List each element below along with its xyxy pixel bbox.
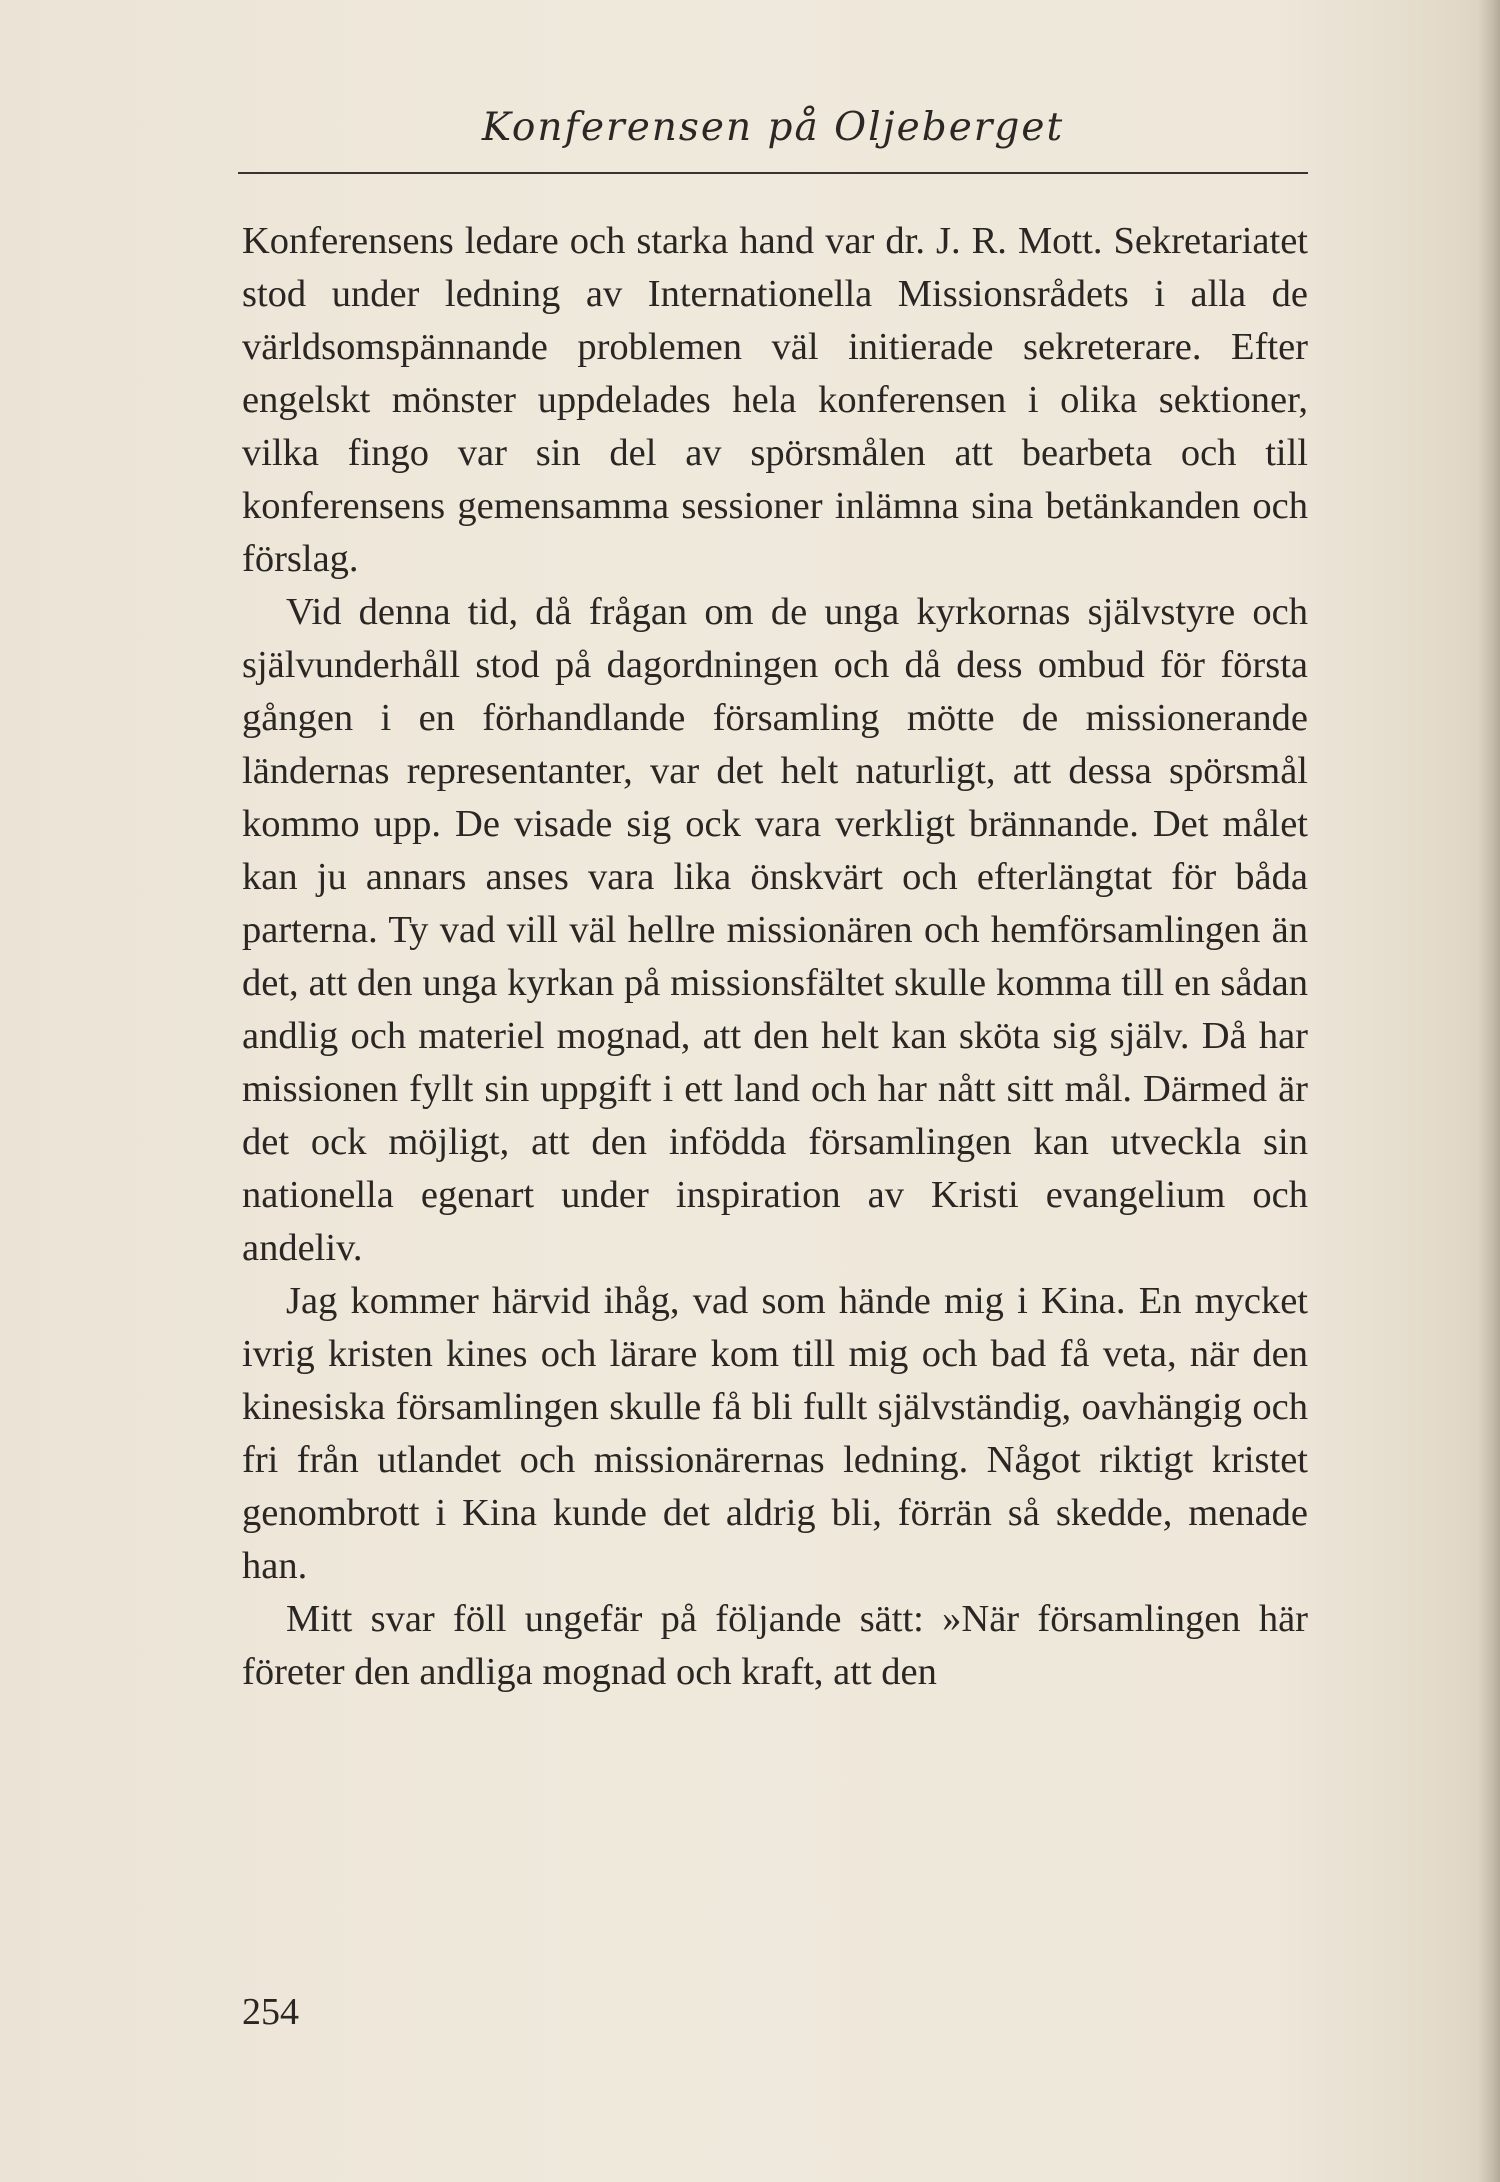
paragraph-4: Mitt svar föll ungefär på följande sätt: »När församlingen här företer den andliga mognad och kraft, att den bbox=[242, 1598, 1308, 1693]
paragraph-3: Jag kommer härvid ihåg, vad som hände mig i Kina. En mycket ivrig kristen kines och lärare kom till mig och bad få veta, när den kinesiska församlingen skulle få bli fullt självständig, oavhängig och fri från utlandet och missionärernas ledning. Något riktigt kristet genombrott i Kina kunde det aldrig bli, förrän så skedde, menade han. bbox=[242, 1280, 1308, 1587]
paragraph-1: Konferensens ledare och starka hand var dr. J. R. Mott. Sekretariatet stod under ledning av Internationella Missionsrådets i alla de världsomspännande problemen väl initierade sekreterare. Efter engelskt mönster uppdelades hela konferensen i olika sektioner, vilka fingo var sin del av spörsmålen att bearbeta och till konferensens gemensamma sessioner inlämna sina betänkanden och förslag. bbox=[242, 220, 1308, 580]
running-head: Konferensen på Oljeberget bbox=[481, 105, 1065, 150]
header-rule bbox=[238, 172, 1308, 174]
page-edge-shadow bbox=[1478, 0, 1500, 2182]
paragraph-2: Vid denna tid, då frågan om de unga kyrkornas självstyre och självunderhåll stod på dagordningen och då dess ombud för första gången i en förhandlande församling mötte de missionerande ländernas representanter, var det helt naturligt, att dessa spörsmål kommo upp. De visade sig ock vara verkligt brännande. Det målet kan ju annars anses vara lika önskvärt och efterlängtat för båda parterna. Ty vad vill väl hellre missionären och hemförsamlingen än det, att den unga kyrkan på missionsfältet skulle komma till en sådan andlig och materiel mognad, att den helt kan sköta sig själv. Då har missionen fyllt sin uppgift i ett land och har nått sitt mål. Därmed är det ock möjligt, att den infödda församlingen kan utveckla sin nationella egenart under inspiration av Kristi evangelium och andeliv. bbox=[242, 591, 1308, 1269]
body-text bbox=[242, 215, 1308, 1699]
page-number: 254 bbox=[242, 1991, 299, 2033]
